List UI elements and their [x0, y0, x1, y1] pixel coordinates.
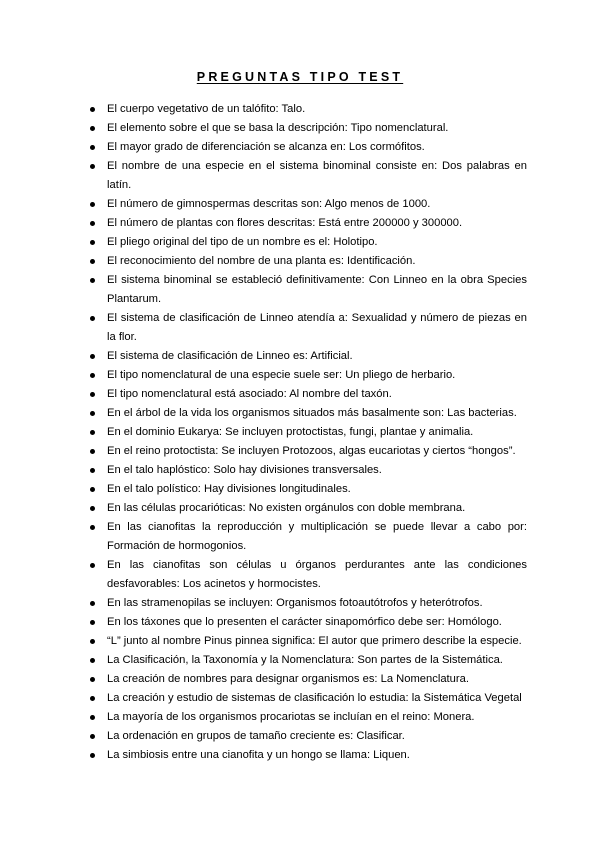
list-item: En el árbol de la vida los organismos situados más basalmente son: Las bacterias. [90, 404, 527, 423]
list-item: El pliego original del tipo de un nombre es el: Holotipo. [90, 233, 527, 252]
list-item: En el talo polístico: Hay divisiones longitudinales. [90, 480, 527, 499]
list-item: El nombre de una especie en el sistema binominal consiste en: Dos palabras en latín. [90, 157, 527, 195]
list-item: El número de gimnospermas descritas son: Algo menos de 1000. [90, 195, 527, 214]
question-list [90, 100, 527, 765]
list-item: La simbiosis entre una cianofita y un hongo se llama: Liquen. [90, 746, 527, 765]
list-item: En los táxones que lo presenten el carácter sinapomórfico debe ser: Homólogo. [90, 613, 527, 632]
list-item: El elemento sobre el que se basa la descripción: Tipo nomenclatural. [90, 119, 527, 138]
list-item: “L” junto al nombre Pinus pinnea significa: El autor que primero describe la especie. [90, 632, 527, 651]
page-title: PREGUNTAS TIPO TEST [196, 70, 404, 84]
list-item: La ordenación en grupos de tamaño creciente es: Clasificar. [90, 727, 527, 746]
list-item: En las cianofitas la reproducción y multiplicación se puede llevar a cabo por: Formación de hormogonios. [90, 518, 527, 556]
list-item: En las células procarióticas: No existen orgánulos con doble membrana. [90, 499, 527, 518]
list-item: El cuerpo vegetativo de un talófito: Talo. [90, 100, 527, 119]
list-item: La creación y estudio de sistemas de clasificación lo estudia: la Sistemática Vegetal [90, 689, 527, 708]
list-item: El mayor grado de diferenciación se alcanza en: Los cormófitos. [90, 138, 527, 157]
list-item: En el dominio Eukarya: Se incluyen protoctistas, fungi, plantae y animalia. [90, 423, 527, 442]
list-item: En las cianofitas son células u órganos perdurantes ante las condiciones desfavorables: Los acinetos y hormocistes. [90, 556, 527, 594]
list-item: La Clasificación, la Taxonomía y la Nomenclatura: Son partes de la Sistemática. [90, 651, 527, 670]
list-item: La creación de nombres para designar organismos es: La Nomenclatura. [90, 670, 527, 689]
list-item: El número de plantas con flores descritas: Está entre 200000 y 300000. [90, 214, 527, 233]
list-item: En el reino protoctista: Se incluyen Protozoos, algas eucariotas y ciertos “hongos”. [90, 442, 527, 461]
list-item: En las stramenopilas se incluyen: Organismos fotoautótrofos y heterótrofos. [90, 594, 527, 613]
list-item: En el talo haplóstico: Solo hay divisiones transversales. [90, 461, 527, 480]
list-item: El tipo nomenclatural está asociado: Al nombre del taxón. [90, 385, 527, 404]
list-item: El sistema binominal se estableció definitivamente: Con Linneo en la obra Species Plantarum. [90, 271, 527, 309]
list-item: El tipo nomenclatural de una especie suele ser: Un pliego de herbario. [90, 366, 527, 385]
list-item: El sistema de clasificación de Linneo atendía a: Sexualidad y número de piezas en la flor. [90, 309, 527, 347]
list-item: El sistema de clasificación de Linneo es: Artificial. [90, 347, 527, 366]
list-item: El reconocimiento del nombre de una planta es: Identificación. [90, 252, 527, 271]
list-item: La mayoría de los organismos procariotas se incluían en el reino: Monera. [90, 708, 527, 727]
